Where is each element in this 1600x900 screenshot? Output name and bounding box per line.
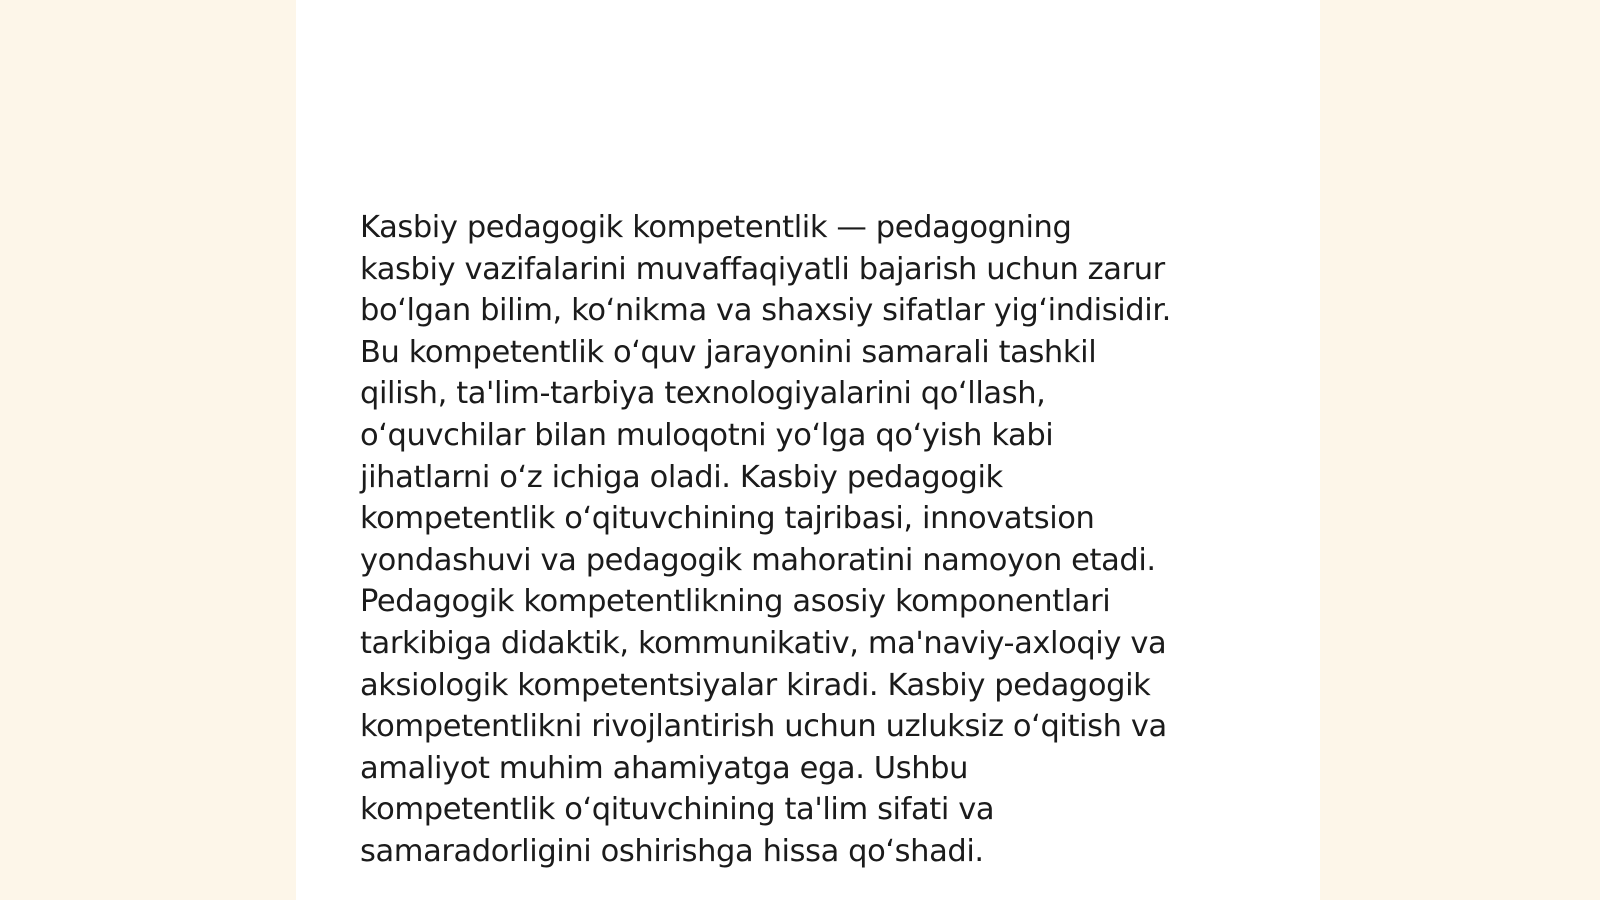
text-line: jihatlarni o‘z ichiga oladi. Kasbiy pedagogik <box>360 459 1003 495</box>
text-line: aksiologik kompetentsiyalar kiradi. Kasbiy pedagogik <box>360 667 1151 703</box>
text-line: o‘quvchilar bilan muloqotni yo‘lga qo‘yish kabi <box>360 417 1054 453</box>
text-line: Bu kompetentlik o‘quv jarayonini samarali tashkil <box>360 334 1097 370</box>
paragraph <box>360 207 1260 873</box>
text-line: qilish, ta'lim-tarbiya texnologiyalarini qo‘llash, <box>360 376 1046 412</box>
text-line: tarkibiga didaktik, kommunikativ, ma'naviy-axloqiy va <box>360 625 1167 661</box>
text-line: samaradorligini oshirishga hissa qo‘shadi. <box>360 833 984 869</box>
text-line: bo‘lgan bilim, ko‘nikma va shaxsiy sifatlar yig‘indisidir. <box>360 293 1171 329</box>
text-line: kompetentlik o‘qituvchining ta'lim sifati va <box>360 792 995 828</box>
text-line: kompetentlikni rivojlantirish uchun uzluksiz o‘qitish va <box>360 709 1167 745</box>
text-line: yondashuvi va pedagogik mahoratini namoyon etadi. <box>360 542 1156 578</box>
document-page <box>296 0 1320 900</box>
text-line: Pedagogik kompetentlikning asosiy komponentlari <box>360 584 1111 620</box>
text-line: kasbiy vazifalarini muvaffaqiyatli bajarish uchun zarur <box>360 251 1165 287</box>
text-line: kompetentlik o‘qituvchining tajribasi, innovatsion <box>360 501 1095 537</box>
text-line: amaliyot muhim ahamiyatga ega. Ushbu <box>360 750 969 786</box>
text-line: Kasbiy pedagogik kompetentlik — pedagogning <box>360 210 1072 245</box>
